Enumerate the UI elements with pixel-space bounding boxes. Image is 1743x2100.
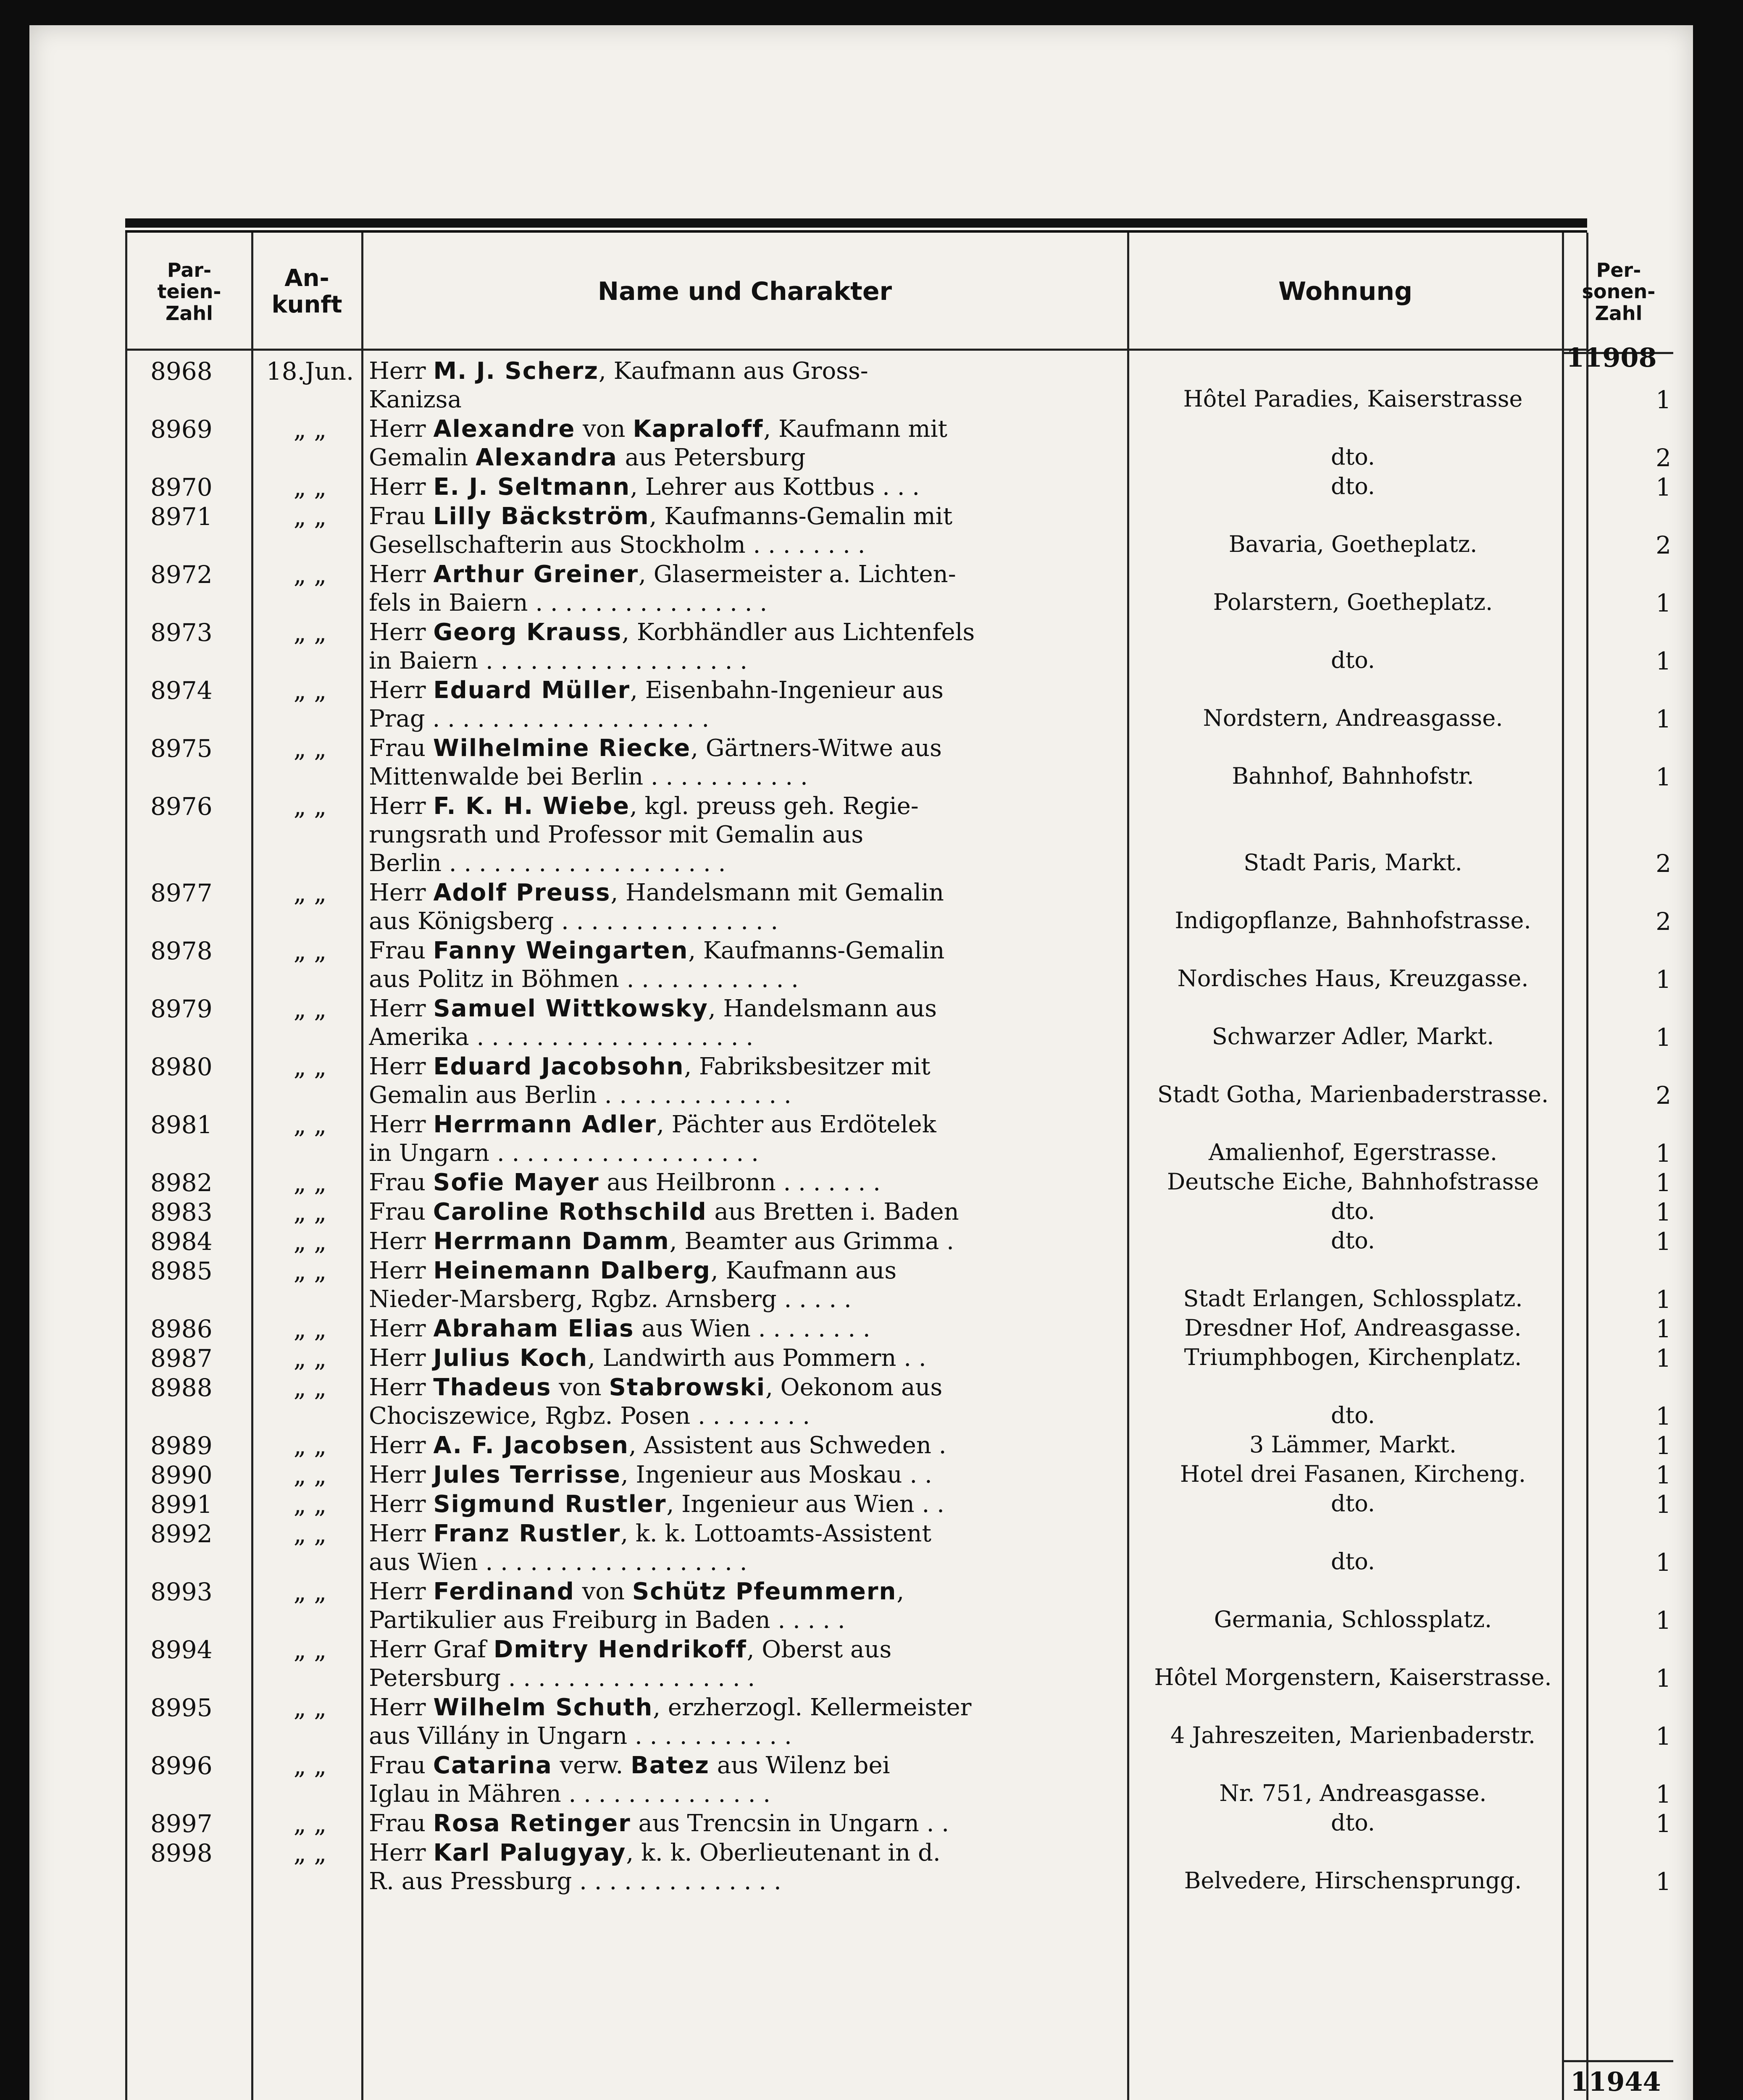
arrival-date: „ „ — [293, 1373, 327, 1402]
header-personen-zahl: Per- sonen- Zahl — [1582, 258, 1656, 325]
guest-name: Wilhelmine Riecke — [433, 735, 691, 762]
register-row — [125, 1110, 1671, 1168]
arrival-date: „ „ — [293, 560, 327, 589]
name-line: Herr Abraham Elias aus Wien . . . . . . . . — [369, 1315, 870, 1342]
person-count: 1 — [1656, 1168, 1671, 1197]
lodging-address: dto. — [1331, 1809, 1375, 1836]
party-number: 8970 — [150, 473, 213, 501]
guest-name: Rosa Retinger — [433, 1810, 631, 1837]
lodging-address: Nordisches Haus, Kreuzgasse. — [1177, 965, 1529, 992]
party-number: 8976 — [150, 792, 213, 821]
guest-name: M. J. Scherz — [433, 357, 599, 385]
lodging-address: Stadt Erlangen, Schlossplatz. — [1183, 1285, 1523, 1312]
guest-name-and-occupation — [369, 1344, 1129, 1373]
person-count: 1 — [1656, 1867, 1671, 1896]
person-count: 2 — [1656, 849, 1671, 878]
person-count: 1 — [1656, 1606, 1671, 1635]
name-line: Gesellschafterin aus Stockholm . . . . . . . . — [369, 531, 865, 559]
person-count: 2 — [1656, 1081, 1671, 1110]
guest-name-and-occupation — [369, 415, 1129, 472]
guest-name-and-occupation — [369, 1315, 1129, 1343]
person-count: 1 — [1656, 1431, 1671, 1460]
name-line: Gemalin Alexandra aus Petersburg — [369, 444, 806, 471]
arrival-date: „ „ — [293, 734, 327, 763]
register-row — [125, 1168, 1671, 1197]
lodging-address: Hôtel Morgenstern, Kaiserstrasse. — [1154, 1664, 1552, 1690]
name-line: Herr Arthur Greiner, Glasermeister a. Lichten- — [369, 561, 956, 588]
name-line: Herr Graf Dmitry Hendrikoff, Oberst aus — [369, 1636, 892, 1663]
name-line: Herr Sigmund Rustler, Ingenieur aus Wien . . — [369, 1491, 944, 1518]
name-line: Herr Ferdinand von Schütz Pfeummern, — [369, 1578, 904, 1605]
person-count: 1 — [1656, 1780, 1671, 1809]
guest-name: E. J. Seltmann — [433, 473, 631, 501]
register-row — [125, 1520, 1671, 1577]
name-line: Herr Karl Palugyay, k. k. Oberlieutenant in d. — [369, 1839, 941, 1866]
name-line: Frau Rosa Retinger aus Trencsin in Ungarn . . — [369, 1810, 949, 1837]
person-count: 1 — [1656, 763, 1671, 791]
name-line: Herr Wilhelm Schuth, erzherzogl. Kellermeister — [369, 1694, 972, 1721]
register-row — [125, 1635, 1671, 1693]
lodging-address: Indigopflanze, Bahnhofstrasse. — [1175, 907, 1531, 934]
name-line: Amerika . . . . . . . . . . . . . . . . . . . — [369, 1024, 754, 1051]
guest-name-and-occupation — [369, 1227, 1129, 1256]
guest-name: Eduard Jacobsohn — [433, 1053, 684, 1080]
name-line: Herr E. J. Seltmann, Lehrer aus Kottbus . . . — [369, 473, 920, 501]
party-number: 8997 — [150, 1809, 213, 1838]
register-page — [29, 25, 1693, 2100]
lodging-address: 3 Lämmer, Markt. — [1249, 1431, 1457, 1458]
party-number: 8974 — [150, 676, 213, 705]
guest-name-and-occupation — [369, 1578, 1129, 1635]
guest-name-and-occupation — [369, 1839, 1129, 1896]
name-line: Frau Fanny Weingarten, Kaufmanns-Gemalin — [369, 937, 945, 964]
guest-name-and-occupation — [369, 473, 1129, 501]
guest-name: Karl Palugyay — [433, 1839, 626, 1866]
register-row — [125, 1257, 1671, 1314]
guest-name-and-occupation — [369, 1257, 1129, 1314]
arrival-date: „ „ — [293, 1168, 327, 1197]
guest-name: Julius Koch — [433, 1344, 588, 1372]
lodging-address: dto. — [1331, 1490, 1375, 1517]
guest-name: Thadeus — [433, 1374, 552, 1401]
header-name-und-charakter: Name und Charakter — [597, 277, 892, 307]
header-wohnung: Wohnung — [1278, 277, 1413, 307]
guest-name-and-occupation — [369, 1198, 1129, 1226]
arrival-date: „ „ — [293, 1344, 327, 1373]
register-row — [125, 1578, 1671, 1635]
arrival-date: „ „ — [293, 1635, 327, 1664]
guest-name-and-occupation — [369, 618, 1129, 675]
register-row — [125, 1198, 1671, 1226]
arrival-date: „ „ — [293, 676, 327, 705]
person-count: 1 — [1656, 1722, 1671, 1751]
name-line: Herr Herrmann Damm, Beamter aus Grimma . — [369, 1228, 954, 1255]
guest-name: Batez — [631, 1752, 710, 1779]
name-line: Chociszewice, Rgbz. Posen . . . . . . . . — [369, 1402, 810, 1430]
name-line: Frau Sofie Mayer aus Heilbronn . . . . . . . — [369, 1169, 881, 1196]
register-row — [125, 1490, 1671, 1519]
arrival-date: „ „ — [293, 879, 327, 907]
guest-name: Wilhelm Schuth — [433, 1694, 653, 1721]
guest-name-and-occupation — [369, 1168, 1129, 1197]
guest-name: A. F. Jacobsen — [433, 1432, 629, 1459]
lodging-address: Amalienhof, Egerstrasse. — [1208, 1139, 1498, 1166]
guest-name: Eduard Müller — [433, 677, 631, 704]
guest-name-and-occupation — [369, 1490, 1129, 1519]
name-line: in Baiern . . . . . . . . . . . . . . . . . . — [369, 647, 748, 675]
lodging-address: Polarstern, Goetheplatz. — [1213, 589, 1493, 615]
lodging-address: Stadt Gotha, Marienbaderstrasse. — [1157, 1081, 1549, 1108]
person-count: 1 — [1656, 705, 1671, 733]
name-line: Prag . . . . . . . . . . . . . . . . . . . — [369, 705, 710, 732]
arrival-date: „ „ — [293, 1490, 327, 1519]
guest-name: Samuel Wittkowsky — [433, 995, 708, 1022]
arrival-date: „ „ — [293, 1257, 327, 1285]
header-rule — [125, 349, 1587, 351]
lodging-address: Nordstern, Andreasgasse. — [1203, 705, 1503, 731]
arrival-date: „ „ — [293, 1809, 327, 1838]
lodging-address: dto. — [1331, 1548, 1375, 1575]
party-number: 8984 — [150, 1227, 213, 1256]
lodging-address: dto. — [1331, 647, 1375, 673]
guest-name-and-occupation — [369, 1461, 1129, 1489]
guest-name-and-occupation — [369, 734, 1129, 791]
name-line: aus Villány in Ungarn . . . . . . . . . . . — [369, 1722, 792, 1750]
name-line: Herr Samuel Wittkowsky, Handelsmann aus — [369, 995, 937, 1022]
name-line: Frau Lilly Bäckström, Kaufmanns-Gemalin mit — [369, 503, 953, 530]
party-number: 8978 — [150, 937, 213, 965]
register-row — [125, 995, 1671, 1052]
header-ankunft: An- kunft — [271, 265, 342, 318]
guest-name: Schütz Pfeummern — [632, 1578, 897, 1605]
person-count: 1 — [1656, 965, 1671, 994]
name-line: Herr Georg Krauss, Korbhändler aus Lichtenfels — [369, 619, 975, 646]
name-line: aus Politz in Böhmen . . . . . . . . . . . . — [369, 966, 799, 993]
lodging-address: 4 Jahreszeiten, Marienbaderstr. — [1170, 1722, 1535, 1748]
lodging-address: dto. — [1331, 1402, 1375, 1428]
guest-name: Ferdinand — [433, 1578, 575, 1605]
party-number: 8990 — [150, 1461, 213, 1489]
name-line: Partikulier aus Freiburg in Baden . . . . . — [369, 1606, 845, 1634]
guest-name-and-occupation — [369, 1053, 1129, 1110]
party-number: 8986 — [150, 1315, 213, 1343]
guest-name-and-occupation — [369, 1809, 1129, 1838]
arrival-date: „ „ — [293, 1315, 327, 1343]
lodging-address: Hôtel Paradies, Kaiserstrasse — [1183, 386, 1523, 412]
register-row — [125, 792, 1671, 878]
person-count: 1 — [1656, 1490, 1671, 1519]
person-count: 1 — [1656, 1809, 1671, 1838]
register-row — [125, 1461, 1671, 1489]
name-line: Herr Alexandre von Kapraloff, Kaufmann mit — [369, 415, 947, 443]
person-count: 2 — [1656, 907, 1671, 936]
register-row — [125, 1373, 1671, 1431]
guest-name-and-occupation — [369, 1373, 1129, 1431]
name-line: Gemalin aus Berlin . . . . . . . . . . . . . — [369, 1082, 791, 1109]
person-count: 1 — [1656, 1139, 1671, 1168]
arrival-date: „ „ — [293, 1751, 327, 1780]
person-count: 1 — [1656, 1344, 1671, 1373]
guest-name: Lilly Bäckström — [433, 503, 649, 530]
party-number: 8975 — [150, 734, 213, 763]
register-row — [125, 1693, 1671, 1751]
carried-total: 11908 — [1566, 342, 1657, 373]
guest-name: Fanny Weingarten — [433, 937, 689, 964]
arrival-date: „ „ — [293, 1693, 327, 1722]
guest-name-and-occupation — [369, 879, 1129, 936]
person-count: 1 — [1656, 386, 1671, 414]
name-line: Herr Jules Terrisse, Ingenieur aus Moskau . . — [369, 1461, 932, 1488]
guest-name: Herrmann Damm — [433, 1228, 670, 1255]
name-line: Herr Herrmann Adler, Pächter aus Erdötelek — [369, 1111, 936, 1138]
guest-name-and-occupation — [369, 1520, 1129, 1577]
name-line: Herr Heinemann Dalberg, Kaufmann aus — [369, 1257, 897, 1284]
name-line: Herr M. J. Scherz, Kaufmann aus Gross- — [369, 357, 868, 385]
register-row — [125, 1344, 1671, 1373]
name-line: aus Königsberg . . . . . . . . . . . . . . . — [369, 908, 778, 935]
party-number: 8971 — [150, 502, 213, 531]
party-number: 8995 — [150, 1693, 213, 1722]
party-number: 8981 — [150, 1110, 213, 1139]
guest-name: Alexandra — [476, 444, 618, 471]
lodging-address: Nr. 751, Andreasgasse. — [1219, 1780, 1487, 1806]
person-count: 1 — [1656, 589, 1671, 617]
person-count: 1 — [1656, 1664, 1671, 1693]
guest-name: F. K. H. Wiebe — [433, 793, 630, 820]
party-number: 8987 — [150, 1344, 213, 1373]
guest-name: Catarina — [433, 1752, 552, 1779]
lodging-address: Belvedere, Hirschensprungg. — [1184, 1867, 1522, 1894]
person-count: 1 — [1656, 1402, 1671, 1431]
arrival-date: „ „ — [293, 995, 327, 1023]
person-count: 1 — [1656, 1198, 1671, 1226]
lodging-address: Germania, Schlossplatz. — [1214, 1606, 1492, 1633]
party-number: 8996 — [150, 1751, 213, 1780]
guest-name: Georg Krauss — [433, 619, 622, 646]
guest-name: Alexandre — [433, 415, 576, 443]
party-number: 8994 — [150, 1635, 213, 1664]
guest-name-and-occupation — [369, 560, 1129, 617]
person-count: 1 — [1656, 1285, 1671, 1314]
arrival-date: „ „ — [293, 1053, 327, 1081]
arrival-date: „ „ — [293, 502, 327, 531]
name-line: Berlin . . . . . . . . . . . . . . . . . . . — [369, 850, 726, 877]
guest-name-and-occupation — [369, 502, 1129, 559]
lodging-address: Deutsche Eiche, Bahnhofstrasse — [1167, 1168, 1539, 1195]
name-line: aus Wien . . . . . . . . . . . . . . . . . . — [369, 1549, 747, 1576]
register-row — [125, 1839, 1671, 1896]
arrival-date: „ „ — [293, 1110, 327, 1139]
party-number: 8993 — [150, 1578, 213, 1606]
register-row — [125, 1227, 1671, 1256]
name-line: in Ungarn . . . . . . . . . . . . . . . . . . — [369, 1139, 759, 1167]
arrival-date: 18.Jun. — [266, 357, 354, 386]
arrival-date: „ „ — [293, 1198, 327, 1226]
lodging-address: dto. — [1331, 473, 1375, 499]
name-line: Herr F. K. H. Wiebe, kgl. preuss geh. Regie- — [369, 793, 919, 820]
register-row — [125, 937, 1671, 994]
person-count: 1 — [1656, 473, 1671, 501]
lodging-address: dto. — [1331, 444, 1375, 470]
party-number: 8977 — [150, 879, 213, 907]
name-line: Mittenwalde bei Berlin . . . . . . . . . . . — [369, 763, 808, 790]
arrival-date: „ „ — [293, 937, 327, 965]
register-row — [125, 676, 1671, 733]
name-line: Herr Eduard Müller, Eisenbahn-Ingenieur aus — [369, 677, 944, 704]
arrival-date: „ „ — [293, 792, 327, 821]
name-line: Herr Eduard Jacobsohn, Fabriksbesitzer mit — [369, 1053, 931, 1080]
lodging-address: Bahnhof, Bahnhofstr. — [1232, 763, 1474, 789]
party-number: 8988 — [150, 1373, 213, 1402]
register-row — [125, 1315, 1671, 1343]
party-number: 8972 — [150, 560, 213, 589]
arrival-date: „ „ — [293, 1431, 327, 1460]
guest-name: Herrmann Adler — [433, 1111, 657, 1138]
guest-name: Stabrowski — [609, 1374, 766, 1401]
arrival-date: „ „ — [293, 618, 327, 647]
name-line: Iglau in Mähren . . . . . . . . . . . . . . — [369, 1780, 771, 1808]
party-number: 8968 — [150, 357, 213, 386]
guest-name: Abraham Elias — [433, 1315, 634, 1342]
guest-name: Kapraloff — [633, 415, 764, 443]
guest-name: Arthur Greiner — [433, 561, 639, 588]
final-total-rule — [1564, 2060, 1673, 2062]
guest-name-and-occupation — [369, 995, 1129, 1052]
arrival-date: „ „ — [293, 1839, 327, 1867]
register-row — [125, 1809, 1671, 1838]
register-row — [125, 879, 1671, 936]
name-line: Herr Thadeus von Stabrowski, Oekonom aus — [369, 1374, 943, 1401]
party-number: 8973 — [150, 618, 213, 647]
person-count: 1 — [1656, 1315, 1671, 1343]
guest-register-table — [125, 193, 1671, 2100]
lodging-address: dto. — [1331, 1227, 1375, 1254]
guest-name: Franz Rustler — [433, 1520, 621, 1547]
top-rule-thin — [125, 230, 1587, 233]
party-number: 8969 — [150, 415, 213, 444]
guest-name-and-occupation — [369, 1635, 1129, 1693]
party-number: 8979 — [150, 995, 213, 1023]
arrival-date: „ „ — [293, 473, 327, 501]
party-number: 8985 — [150, 1257, 213, 1285]
party-number: 8989 — [150, 1431, 213, 1460]
person-count: 1 — [1656, 1227, 1671, 1256]
guest-name: Sigmund Rustler — [433, 1491, 667, 1518]
name-line: Kanizsa — [369, 386, 462, 413]
arrival-date: „ „ — [293, 1227, 327, 1256]
party-number: 8991 — [150, 1490, 213, 1519]
name-line: fels in Baiern . . . . . . . . . . . . . . . . — [369, 589, 768, 617]
register-row — [125, 560, 1671, 617]
header-partei-zahl: Par- teien- Zahl — [157, 258, 221, 325]
guest-name-and-occupation — [369, 676, 1129, 733]
lodging-address: Hotel drei Fasanen, Kircheng. — [1180, 1461, 1526, 1487]
guest-name-and-occupation — [369, 792, 1129, 878]
register-row — [125, 1053, 1671, 1110]
top-rule — [125, 218, 1587, 228]
name-line: Frau Caroline Rothschild aus Bretten i. Baden — [369, 1198, 959, 1226]
person-count: 2 — [1656, 444, 1671, 472]
person-count: 2 — [1656, 531, 1671, 559]
guest-name-and-occupation — [369, 1431, 1129, 1460]
arrival-date: „ „ — [293, 1520, 327, 1548]
person-count: 1 — [1656, 647, 1671, 675]
register-row — [125, 415, 1671, 472]
guest-name: Jules Terrisse — [433, 1461, 621, 1488]
name-line: Petersburg . . . . . . . . . . . . . . . . . — [369, 1664, 755, 1692]
register-row — [125, 1431, 1671, 1460]
name-line: R. aus Pressburg . . . . . . . . . . . . . . — [369, 1868, 781, 1895]
lodging-address: Dresdner Hof, Andreasgasse. — [1184, 1315, 1522, 1341]
final-total: 11944 — [1570, 2066, 1661, 2097]
lodging-address: Triumphbogen, Kirchenplatz. — [1184, 1344, 1522, 1370]
guest-name: Heinemann Dalberg — [433, 1257, 711, 1284]
arrival-date: „ „ — [293, 1461, 327, 1489]
name-line: Herr Adolf Preuss, Handelsmann mit Gemalin — [369, 879, 944, 906]
name-line: Nieder-Marsberg, Rgbz. Arnsberg . . . . . — [369, 1286, 852, 1313]
name-line: Herr Franz Rustler, k. k. Lottoamts-Assistent — [369, 1520, 931, 1547]
name-line: Herr A. F. Jacobsen, Assistent aus Schweden . — [369, 1432, 946, 1459]
guest-name: Dmitry Hendrikoff — [493, 1636, 747, 1663]
arrival-date: „ „ — [293, 1578, 327, 1606]
party-number: 8992 — [150, 1520, 213, 1548]
register-row — [125, 473, 1671, 501]
party-number: 8983 — [150, 1198, 213, 1226]
name-line: rungsrath und Professor mit Gemalin aus — [369, 821, 864, 848]
guest-name-and-occupation — [369, 1751, 1129, 1809]
person-count: 1 — [1656, 1461, 1671, 1489]
lodging-address: Stadt Paris, Markt. — [1243, 849, 1462, 876]
register-row — [125, 502, 1671, 559]
person-count: 1 — [1656, 1548, 1671, 1577]
lodging-address: Bavaria, Goetheplatz. — [1228, 531, 1477, 557]
guest-name: Caroline Rothschild — [433, 1198, 707, 1226]
name-line: Frau Wilhelmine Riecke, Gärtners-Witwe aus — [369, 735, 942, 762]
party-number: 8982 — [150, 1168, 213, 1197]
guest-name-and-occupation — [369, 357, 1129, 414]
arrival-date: „ „ — [293, 415, 327, 444]
party-number: 8980 — [150, 1053, 213, 1081]
guest-name-and-occupation — [369, 1693, 1129, 1751]
guest-name: Adolf Preuss — [433, 879, 611, 906]
register-row — [125, 1751, 1671, 1809]
register-row — [125, 734, 1671, 791]
register-row — [125, 618, 1671, 675]
name-line: Herr Julius Koch, Landwirth aus Pommern . . — [369, 1344, 926, 1372]
guest-name-and-occupation — [369, 1110, 1129, 1168]
guest-name: Sofie Mayer — [433, 1169, 599, 1196]
lodging-address: Schwarzer Adler, Markt. — [1212, 1023, 1494, 1050]
lodging-address: dto. — [1331, 1198, 1375, 1224]
party-number: 8998 — [150, 1839, 213, 1867]
person-count: 1 — [1656, 1023, 1671, 1052]
name-line: Frau Catarina verw. Batez aus Wilenz bei — [369, 1752, 890, 1779]
guest-name-and-occupation — [369, 937, 1129, 994]
